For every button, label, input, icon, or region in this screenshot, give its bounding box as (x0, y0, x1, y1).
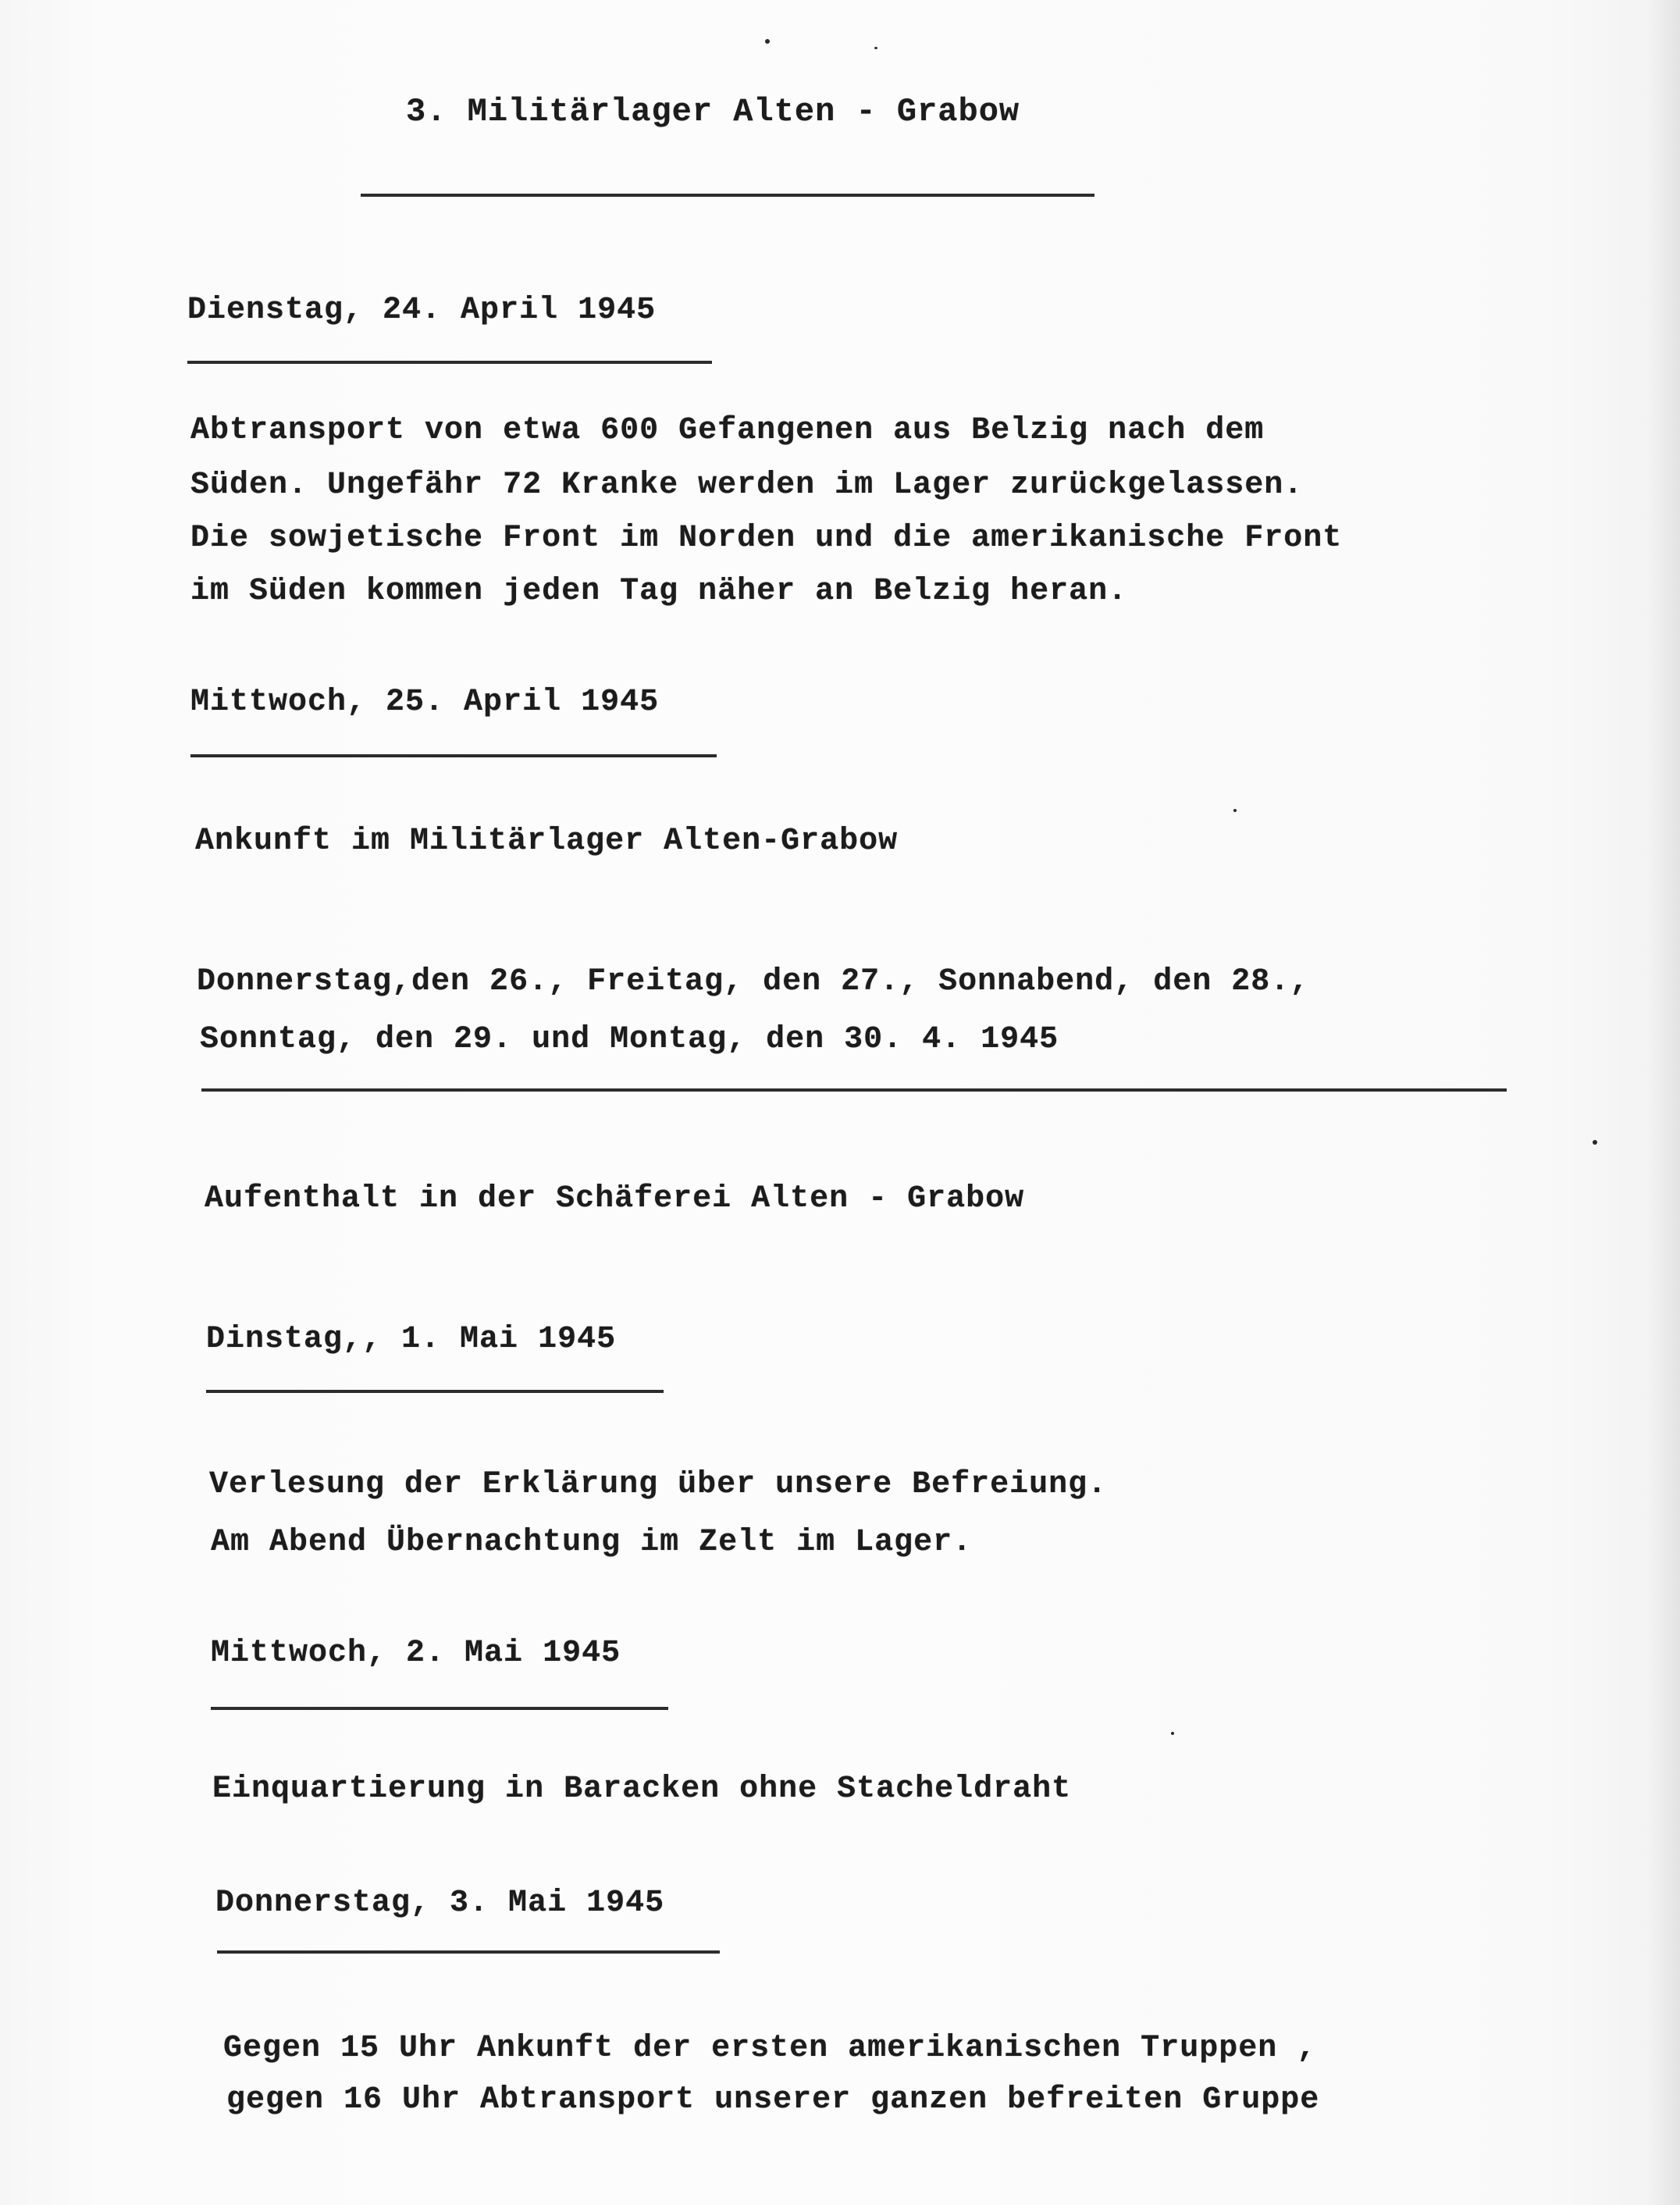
entry-text-line: Abtransport von etwa 600 Gefangenen aus Belzig nach dem (190, 413, 1265, 448)
entry-date: Dinstag,, 1. Mai 1945 (206, 1322, 617, 1357)
entry-date-line: Donnerstag,den 26., Freitag, den 27., Sonnabend, den 28., (197, 964, 1310, 999)
dust-speck (874, 47, 877, 49)
entry-text-line: Aufenthalt in der Schäferei Alten - Grabow (205, 1181, 1025, 1216)
date-underline (201, 1088, 1507, 1092)
dust-speck (1171, 1732, 1174, 1735)
entry-date-line: Sonntag, den 29. und Montag, den 30. 4. 1945 (200, 1022, 1059, 1057)
date-underline (217, 1950, 720, 1954)
entry-text-line: Süden. Ungefähr 72 Kranke werden im Lager zurückgelassen. (190, 468, 1304, 503)
entry-text-line: Die sowjetische Front im Norden und die amerikanische Front (190, 521, 1343, 556)
title-underline (361, 194, 1094, 197)
entry-text-line: gegen 16 Uhr Abtransport unserer ganzen befreiten Gruppe (226, 2082, 1320, 2118)
entry-date: Mittwoch, 2. Mai 1945 (211, 1636, 621, 1671)
paper-edge-shadow (1649, 0, 1680, 2205)
dust-speck (1233, 809, 1237, 812)
entry-text-line: Ankunft im Militärlager Alten-Grabow (195, 824, 899, 859)
dust-speck (1593, 1140, 1597, 1145)
date-underline (187, 361, 712, 364)
entry-date: Dienstag, 24. April 1945 (187, 293, 657, 328)
entry-date: Donnerstag, 3. Mai 1945 (215, 1886, 665, 1921)
dust-speck (765, 39, 770, 44)
entry-text-line: Verlesung der Erklärung über unsere Befreiung. (209, 1467, 1108, 1502)
date-underline (190, 754, 717, 757)
entry-text-line: Am Abend Übernachtung im Zelt im Lager. (211, 1525, 973, 1560)
entry-text-line: Einquartierung in Baracken ohne Stacheldraht (212, 1772, 1072, 1807)
entry-text-line: im Süden kommen jeden Tag näher an Belzig heran. (190, 574, 1128, 609)
entry-date: Mittwoch, 25. April 1945 (190, 685, 660, 720)
date-underline (211, 1707, 668, 1710)
date-underline (206, 1390, 664, 1393)
document-title: 3. Militärlager Alten - Grabow (406, 93, 1020, 130)
entry-text-line: Gegen 15 Uhr Ankunft der ersten amerikanischen Truppen , (223, 2031, 1317, 2066)
